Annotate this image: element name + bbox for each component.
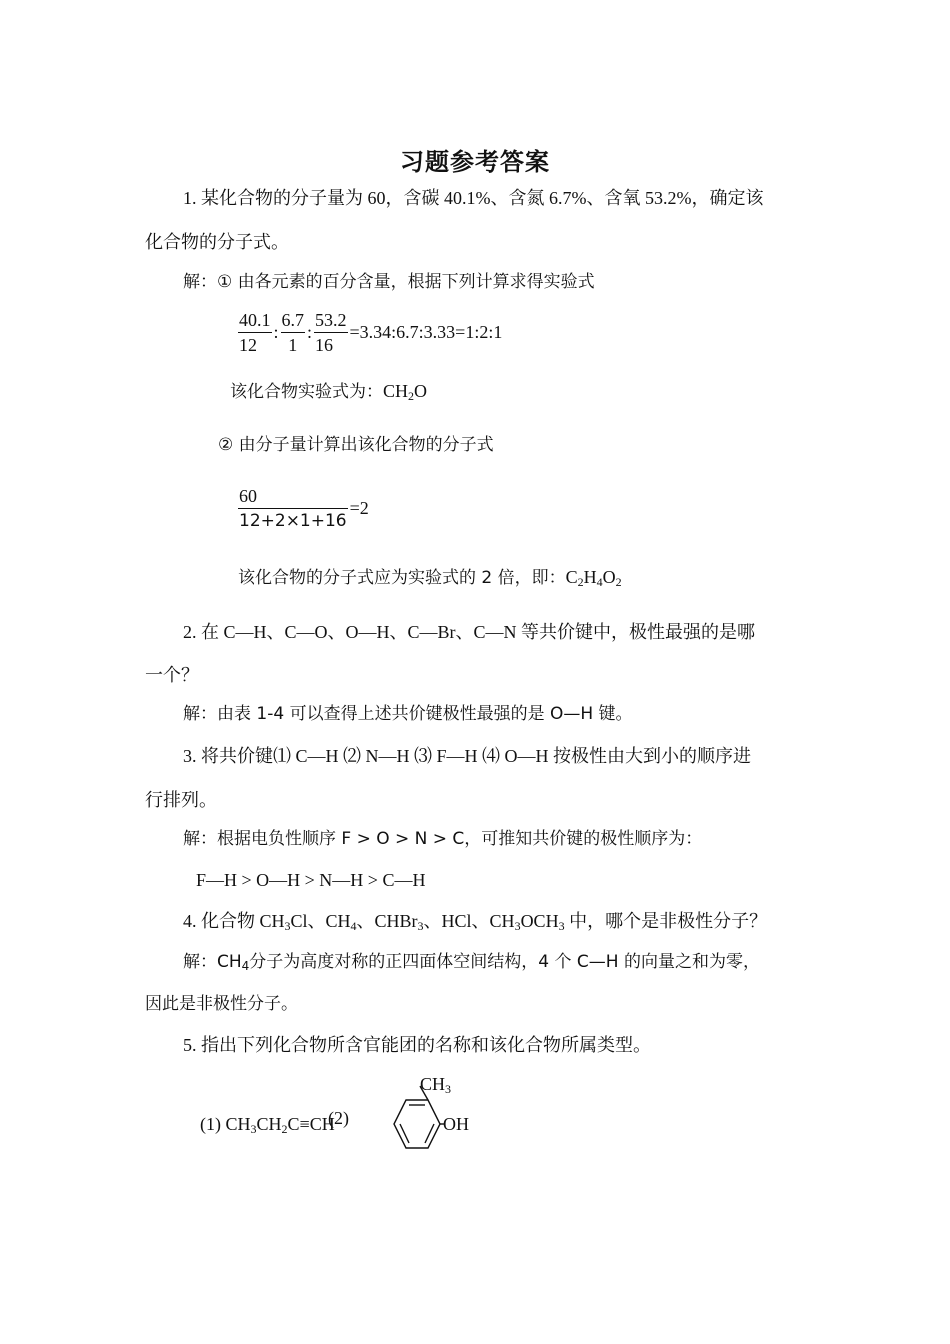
benzene-ring-diagram: [360, 1068, 490, 1160]
q5-line1: 5. 指出下列化合物所含官能团的名称和该化合物所属类型。: [183, 1035, 651, 1055]
q2-answer: 解：由表 1-4 可以查得上述共价键极性最强的是 O—H 键。: [183, 704, 633, 724]
q1-line2: 化合物的分子式。: [145, 232, 289, 252]
q3-line1: 3. 将共价键⑴ C—H ⑵ N—H ⑶ F—H ⑷ O—H 按极性由大到小的顺序进: [183, 746, 752, 766]
q2-line1: 2. 在 C—H、C—O、O—H、C—Br、C—N 等共价键中，极性最强的是哪: [183, 622, 756, 642]
compound-1-formula: (1) $CH_3CH_2C\equiv CH$: [200, 1114, 335, 1136]
fraction-oxygen: $\frac{53.2}{16}$: [315, 310, 347, 355]
ratio-equation: $\frac{40.1}{12}$ : $\frac{6.7}{1}$ : $\frac{53.2}{16}$ =3.34:6.7:3.33=1:2:1: [239, 310, 503, 355]
fraction-hydrogen: $\frac{6.7}{1}$: [281, 310, 305, 355]
q3-line2: 行排列。: [145, 790, 217, 810]
q1-step1: 解：① 由各元素的百分含量，根据下列计算求得实验式: [183, 272, 595, 292]
q4-answer: 解：$CH_4$分子为高度对称的正四面体空间结构，4 个 C—H 的向量之和为零，: [183, 952, 760, 973]
q2-line2: 一个？: [145, 665, 199, 685]
compound-2-structure: [360, 1068, 490, 1160]
fraction-molecular-weight: $\frac{60}{12+2\times 1+16}$: [239, 486, 347, 531]
methyl-group: CH3: [420, 1074, 452, 1096]
benzene-ring: [394, 1086, 444, 1148]
fraction-carbon: $\frac{40.1}{12}$: [239, 310, 271, 355]
molecular-formula-line: 该化合物的分子式应为实验式的 2 倍，即：$C_2H_4O_2$: [238, 567, 622, 589]
q1-line1: 1. 某化合物的分子量为 60，含碳 40.1%、含氮 6.7%、含氧 53.2%，确定该: [183, 188, 764, 208]
hydroxyl-group: OH: [443, 1114, 469, 1134]
q4-line1: 4. 化合物 $CH_3Cl$、$CH_4$、CHBr$_3$、HCl、$CH_3OCH_3$ 中，哪个是非极性分子？: [183, 911, 768, 933]
q3-order: F—H > O—H > N—H > C—H: [196, 870, 426, 890]
compound-2-label: (2): [328, 1108, 349, 1128]
q1-step2: ② 由分子量计算出该化合物的分子式: [218, 435, 494, 455]
triple-bond: ≡: [299, 1114, 310, 1134]
empirical-formula-line: 该化合物实验式为：$CH_2O$: [230, 381, 428, 403]
page-title: 习题参考答案: [400, 148, 550, 176]
ratio-result: =3.34:6.7:3.33=1:2:1: [349, 322, 503, 342]
hexagon: [394, 1100, 440, 1148]
q4-answer-line2: 因此是非极性分子。: [145, 994, 298, 1014]
multiplier-result: =2: [349, 498, 369, 518]
q3-answer: 解：根据电负性顺序 F > O > N > C，可推知共价键的极性顺序为：: [183, 829, 703, 849]
multiplier-equation: [238, 484, 369, 533]
